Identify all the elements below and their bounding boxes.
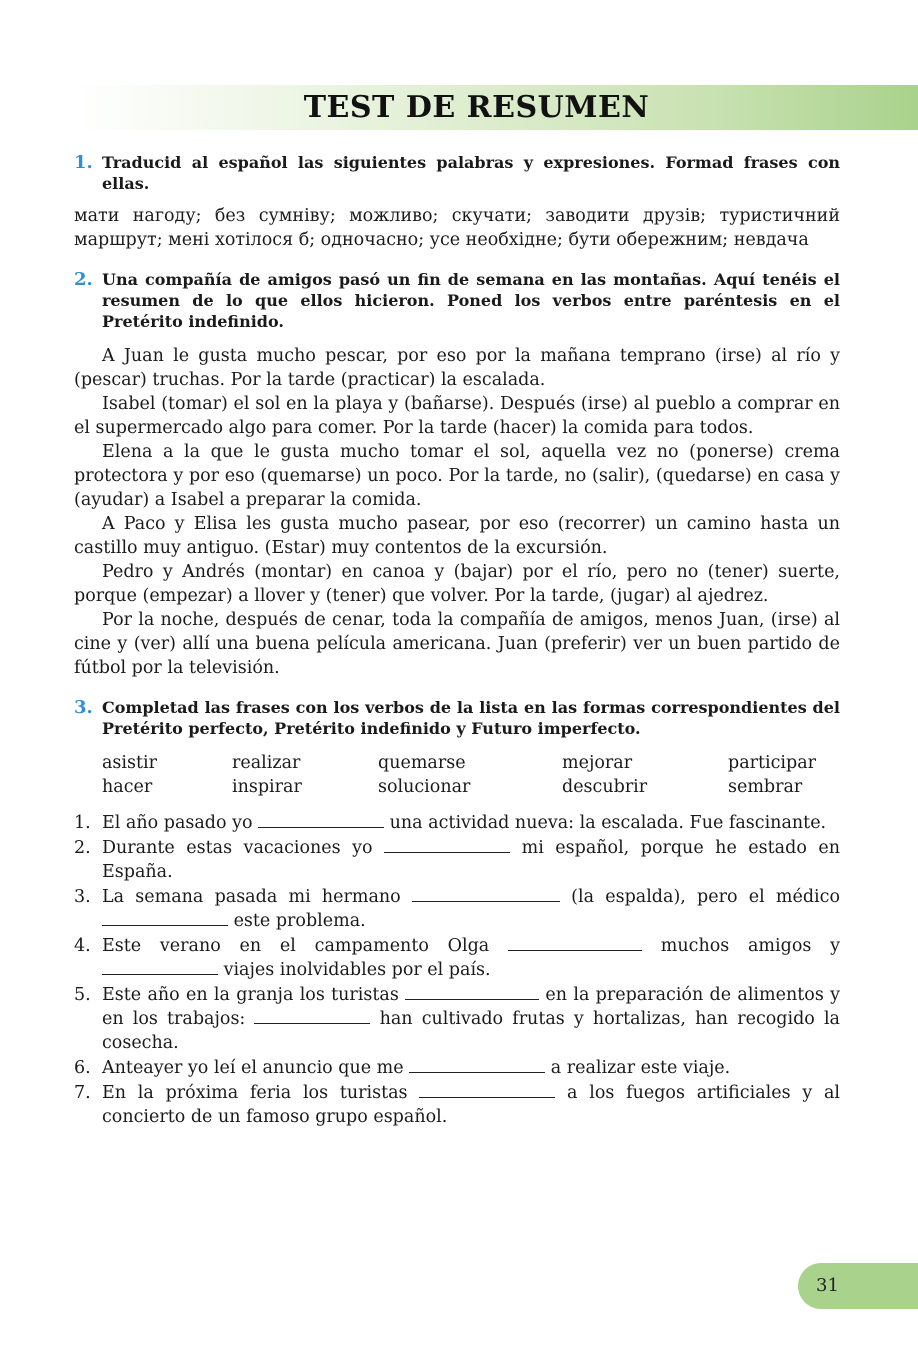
item-text: muchos amigos y	[642, 936, 840, 956]
exercise-2-instruction	[74, 269, 840, 332]
verb-word: inspirar	[232, 777, 302, 797]
story-paragraph: Por la noche, después de cenar, toda la compañía de amigos, menos Juan, (irse) al cine y (ver) allí una buena película americana. Juan (preferir) ver un buen partido de fútbol por la televisión.	[74, 610, 840, 678]
item-text: este problema.	[228, 911, 366, 931]
answer-blank[interactable]	[384, 836, 510, 853]
verb-word: asistir	[102, 753, 157, 773]
verb-word: realizar	[232, 753, 301, 773]
answer-blank[interactable]	[412, 885, 560, 902]
item-text: Durante estas vacaciones yo	[102, 838, 385, 858]
verb-row	[102, 775, 816, 799]
story-paragraph: Pedro y Andrés (montar) en canoa y (bajar) por el río, pero no (tener) suerte, porque (empezar) a llover y (tener) que volver. Por la tarde, (jugar) al ajedrez.	[74, 562, 840, 606]
list-item	[74, 1081, 840, 1129]
item-text: Este año en la granja los turistas	[102, 985, 406, 1005]
exercise-1-word-list: мати нагоду; без сумніву; можливо; скучати; заводити друзів; туристичний маршрут; мені хотілося б; одночасно; усе необхідне; бути обережним; невдача	[74, 206, 840, 250]
answer-blank[interactable]	[405, 983, 539, 1000]
story-paragraph: A Paco y Elisa les gusta mucho pasear, por eso (recorrer) un camino hasta un castillo muy antiguo. (Estar) muy contentos de la excursión.	[74, 514, 840, 558]
page-number: 31	[816, 1275, 839, 1296]
item-text: viajes inolvidables por el país.	[218, 960, 491, 980]
item-text: El año pasado yo	[102, 813, 259, 833]
instruction-text: Completad las frases con los verbos de la lista en las formas correspondientes del Pretérito perfecto, Pretérito indefinido y Futuro imperfecto.	[102, 698, 840, 738]
exercise-number: 1.	[74, 152, 93, 173]
item-text: La semana pasada mi hermano	[102, 887, 412, 907]
item-text: En la próxima feria los turistas	[102, 1083, 420, 1103]
page-title: TEST DE RESUMEN	[303, 90, 650, 125]
item-number: 5.	[74, 985, 91, 1005]
exercise-number: 3.	[74, 697, 93, 718]
answer-blank[interactable]	[508, 934, 642, 951]
answer-blank[interactable]	[102, 909, 228, 926]
item-number: 1.	[74, 813, 91, 833]
item-text: mi español, porque he estado en España.	[102, 838, 840, 882]
instruction-text: Traducid al español las siguientes palabras y expresiones. Formad frases con ellas.	[102, 153, 840, 193]
item-number: 3.	[74, 887, 91, 907]
list-item	[74, 983, 840, 1055]
list-item	[74, 934, 840, 982]
item-number: 6.	[74, 1058, 91, 1078]
item-text: Este verano en el campamento Olga	[102, 936, 509, 956]
story-paragraph: Isabel (tomar) el sol en la playa y (bañarse). Después (irse) al pueblo a comprar en el supermercado algo para comer. Por la tarde (hacer) la comida para todos.	[74, 394, 840, 438]
verb-word: hacer	[102, 777, 153, 797]
item-text: en la preparación de alimentos y en los trabajos:	[102, 985, 840, 1029]
list-item	[74, 811, 840, 835]
exercise-2-story	[74, 344, 840, 680]
answer-blank[interactable]	[419, 1081, 555, 1098]
list-item	[74, 885, 840, 933]
story-paragraph: A Juan le gusta mucho pescar, por eso por la mañana temprano (irse) al río y (pescar) truchas. Por la tarde (practicar) la escalada.	[74, 346, 840, 390]
item-text: a realizar este viaje.	[545, 1058, 731, 1078]
verb-word: participar	[728, 753, 817, 773]
worksheet-content	[74, 152, 840, 1130]
exercise-number: 2.	[74, 269, 93, 290]
item-text: Anteayer yo leí el anuncio que me	[102, 1058, 410, 1078]
answer-blank[interactable]	[258, 811, 384, 828]
exercise-3-instruction	[74, 697, 840, 739]
item-number: 4.	[74, 936, 91, 956]
list-item	[74, 836, 840, 884]
title-banner	[75, 85, 918, 130]
item-text: a los fuegos artificiales y al concierto de un famoso grupo español.	[102, 1083, 840, 1127]
answer-blank[interactable]	[409, 1056, 545, 1073]
list-item	[74, 1056, 840, 1080]
answer-blank[interactable]	[102, 958, 218, 975]
exercise-3-items	[74, 811, 840, 1129]
verb-list	[102, 751, 816, 799]
item-text: (la espalda), pero el médico	[559, 887, 840, 907]
item-number: 2.	[74, 838, 91, 858]
page-number-tab	[798, 1263, 918, 1309]
story-paragraph: Elena a la que le gusta mucho tomar el sol, aquella vez no (ponerse) crema protectora y por eso (quemarse) un poco. Por la tarde, no (salir), (quedarse) en casa y (ayudar) a Isabel a preparar la comida.	[74, 442, 840, 510]
instruction-text: Una compañía de amigos pasó un fin de semana en las montañas. Aquí tenéis el resumen de lo que ellos hicieron. Poned los verbos entre paréntesis en el Pretérito indefinido.	[102, 270, 840, 331]
item-text: han cultivado frutas y hortalizas, han recogido la cosecha.	[102, 1009, 840, 1053]
verb-word: sembrar	[728, 777, 803, 797]
item-number: 7.	[74, 1083, 91, 1103]
answer-blank[interactable]	[254, 1007, 370, 1024]
verb-row	[102, 751, 816, 775]
verb-word: solucionar	[378, 777, 471, 797]
verb-word: descubrir	[562, 777, 648, 797]
verb-word: mejorar	[562, 753, 633, 773]
verb-word: quemarse	[378, 753, 466, 773]
item-text: una actividad nueva: la escalada. Fue fascinante.	[384, 813, 827, 833]
exercise-1-instruction	[74, 152, 840, 194]
